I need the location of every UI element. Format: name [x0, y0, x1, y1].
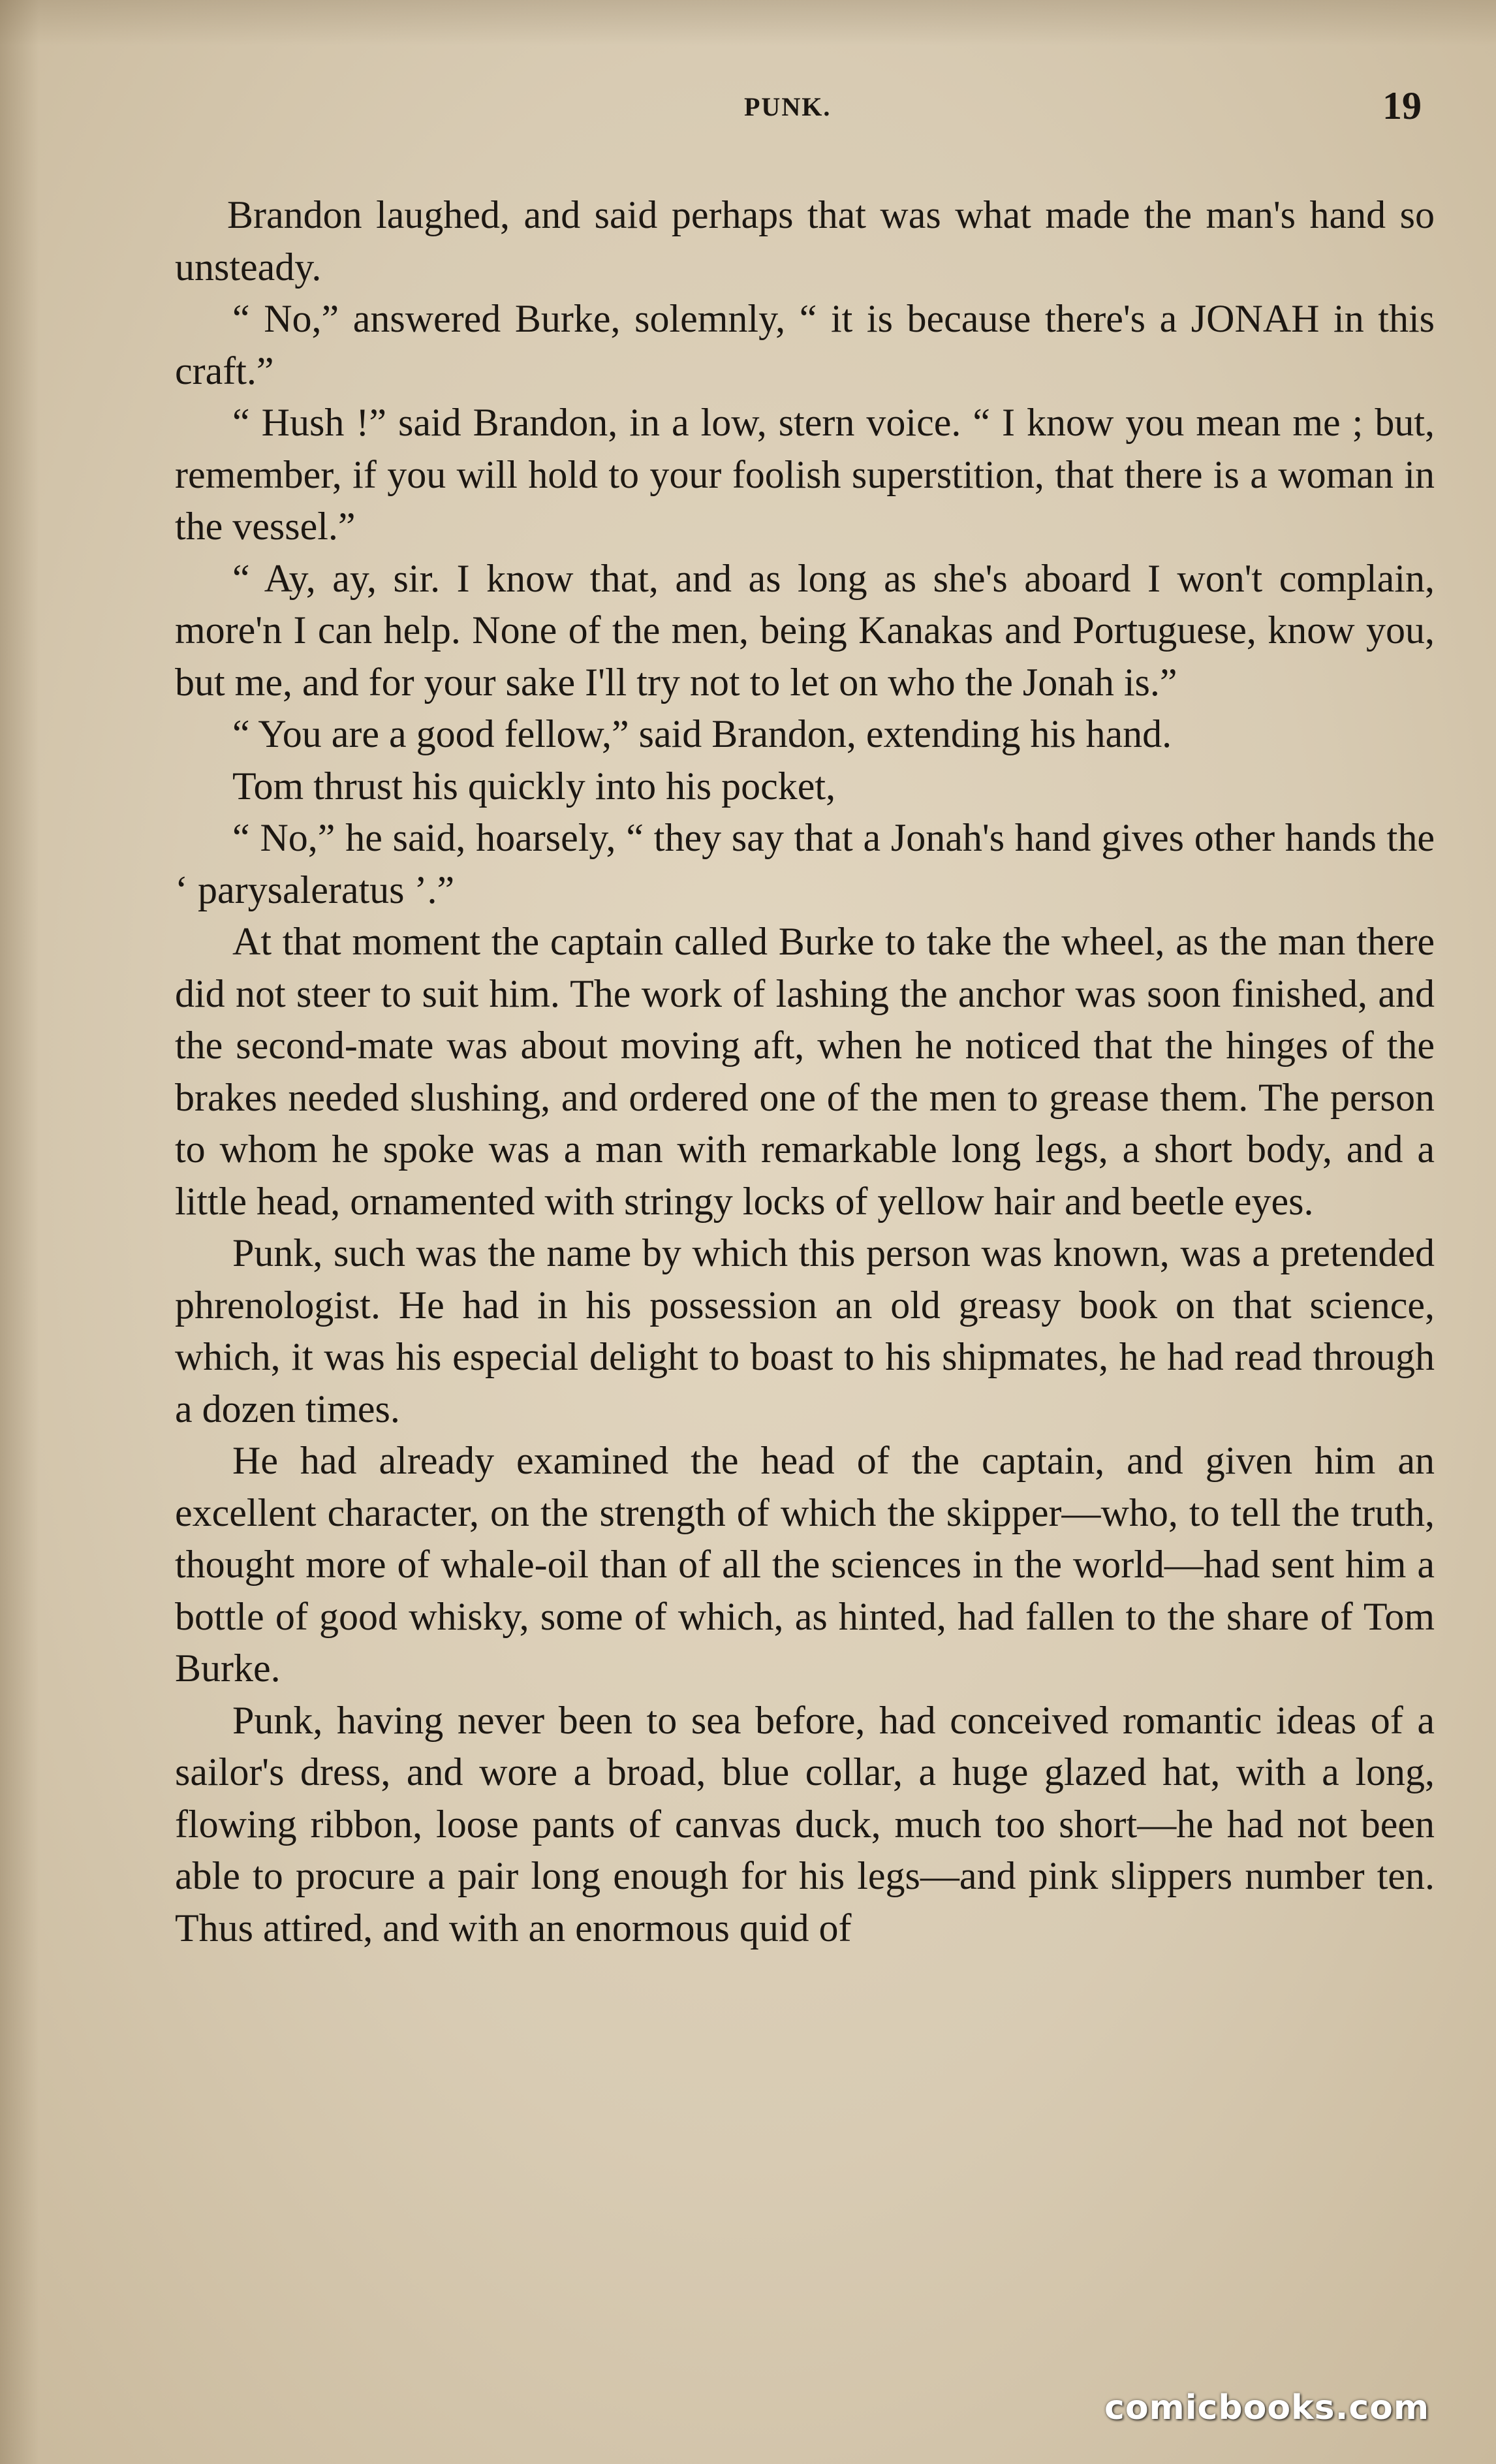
paragraph: Punk, such was the name by which this person was known, was a pretended phrenologist. He had in his possession an old greasy book on that science, which, it was his especial delight to boast to his shipmates, he had read through a dozen times. [175, 1231, 1435, 1430]
paragraph: He had already examined the head of the captain, and given him an excellent character, on the strength of which the skipper—who, to tell the truth, thought more of whale-oil than of all the sciences in the world—had sent him a bottle of good whisky, some of which, as hinted, had fallen to the share of Tom Burke. [175, 1439, 1435, 1690]
site-watermark: comicbooks.com [1104, 2388, 1430, 2427]
body-text [175, 189, 1435, 1954]
paragraph: At that moment the captain called Burke to take the wheel, as the man there did not steer to suit him. The work of lashing the anchor was soon finished, and the second-mate was about moving aft, when he noticed that the hinges of the brakes needed slushing, and ordered one of the men to grease them. The person to whom he spoke was a man with remarkable long legs, a short body, and a little head, ornamented with stringy locks of yellow hair and beetle eyes. [175, 920, 1435, 1223]
page-edge-shadow-top [0, 0, 1496, 46]
paragraph: “ No,” he said, hoarsely, “ they say that a Jonah's hand gives other hands the ‘ parysaleratus ’.” [175, 816, 1435, 911]
page-edge-shadow-left [0, 0, 39, 2464]
paragraph: “ No,” answered Burke, solemnly, “ it is because there's a JONAH in this craft.” [175, 297, 1435, 392]
paragraph: Tom thrust his quickly into his pocket, [232, 764, 836, 808]
paragraph: “ You are a good fellow,” said Brandon, extending his hand. [232, 712, 1172, 755]
paragraph: Brandon laughed, and said perhaps that was what made the man's hand so unsteady. [175, 193, 1435, 289]
paragraph: “ Hush !” said Brandon, in a low, stern voice. “ I know you mean me ; but, remember, if you will hold to your foolish superstition, that there is a woman in the vessel.” [175, 401, 1435, 548]
running-head-title: PUNK. [744, 92, 832, 121]
paragraph: Punk, having never been to sea before, had conceived romantic ideas of a sailor's dress, and wore a broad, blue collar, a huge glazed hat, with a long, flowing ribbon, loose pants of canvas duck, much too short—he had not been able to procure a pair long enough for his legs—and pink slippers number ten. Thus attired, and with an enormous quid of [175, 1698, 1435, 1950]
paragraph: “ Ay, ay, sir. I know that, and as long as she's aboard I won't complain, more'n I can help. None of the men, being Kanakas and Portuguese, know you, but me, and for your sake I'll try not to let on who the Jonah is.” [175, 556, 1435, 704]
page-number: 19 [1382, 84, 1422, 127]
